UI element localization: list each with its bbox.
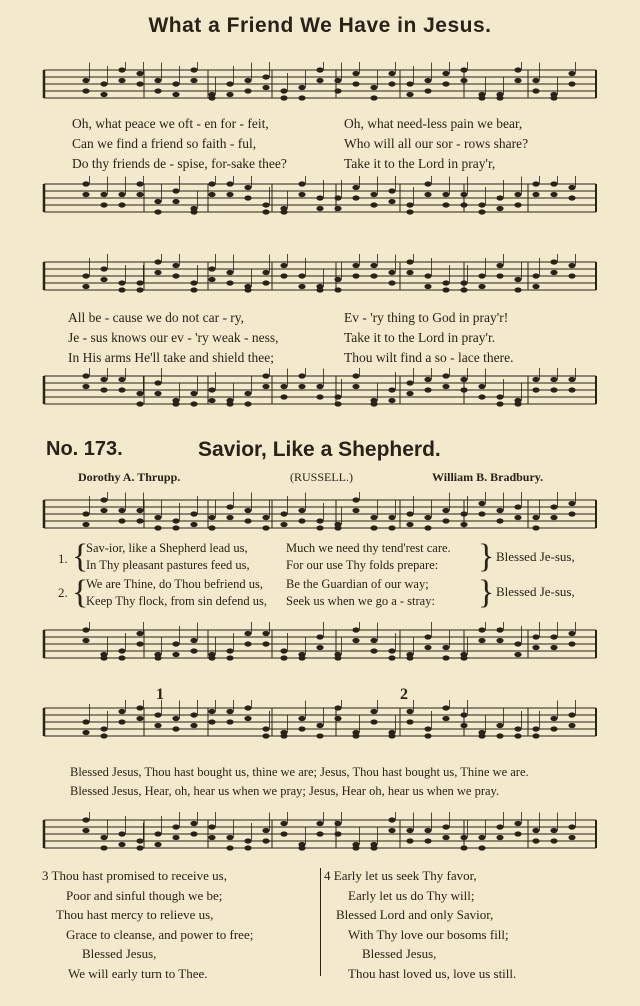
lyric-line: Can we find a friend so faith - ful, Who will all our sor - rows share?	[72, 136, 529, 151]
lyric-line: Sav-ior, like a Shepherd lead us, Much we need thy tend'rest care.	[86, 541, 451, 555]
music-staff	[40, 700, 600, 758]
hymn-title: What a Friend We Have in Jesus.	[148, 14, 492, 37]
music-staff	[40, 492, 600, 540]
ending-number: 2	[400, 686, 408, 703]
hymn-title: Savior, Like a Shepherd.	[198, 438, 441, 461]
lyrics-block	[86, 540, 451, 610]
lyric-line: Blessed Jesus, Thou hast bought us, thine we are; Jesus, Thou hast bought us, Thine we are.	[70, 765, 529, 779]
brace: }	[478, 538, 495, 575]
music-staff	[40, 812, 600, 860]
lyric-line: Do thy friends de - spise, for-sake thee? Take it to the Lord in pray'r,	[72, 156, 496, 171]
tune-name: (RUSSELL.)	[290, 470, 353, 484]
lyric-line: Blessed Jesus, Hear, oh, hear us when we pray; Jesus, Hear oh, hear us when we pray.	[70, 784, 500, 798]
lyric-line: Oh, what peace we oft - en for - feit, Oh, what need-less pain we bear,	[72, 116, 523, 131]
ending-number: 1	[156, 686, 164, 703]
lyric-line: Keep Thy flock, from sin defend us, Seek us when we go a - stray:	[86, 594, 435, 608]
refrain-start: Blessed Je-sus,	[496, 549, 575, 564]
lyrics-block	[70, 763, 529, 801]
lyric-line: Je - sus knows our ev - 'ry weak - ness, Take it to the Lord in pray'r.	[68, 330, 496, 345]
music-staff	[40, 368, 600, 416]
composer-credit: William B. Bradbury.	[432, 470, 544, 484]
lyric-line: In Thy pleasant pastures feed us, For our use Thy folds prepare:	[86, 558, 439, 572]
column-divider	[320, 868, 321, 976]
stanza-3: 3 Thou hast promised to receive us, Poor and sinful though we be; Thou hast mercy to relieve us, Grace to cleanse, and power to free; Blessed Jesus, We will early turn to Thee.	[42, 868, 254, 981]
music-staff	[40, 622, 600, 668]
music-staff	[40, 176, 600, 226]
brace: }	[478, 574, 495, 611]
author-credit: Dorothy A. Thrupp.	[78, 470, 181, 484]
hymn-number: No. 173.	[46, 438, 123, 460]
stanza-4: 4 Early let us seek Thy favor, Early let us do Thy will; Blessed Lord and only Savior, With Thy love our bosoms fill; Blessed Jesus, Thou hast loved us, love us still.	[324, 868, 517, 981]
lyric-line: All be - cause we do not car - ry, Ev - 'ry thing to God in pray'r!	[68, 310, 509, 325]
verse-number: 1.	[58, 551, 68, 566]
lyric-line: In His arms He'll take and shield thee; Thou wilt find a so - lace there.	[68, 350, 514, 365]
verse-number: 2.	[58, 585, 68, 600]
brace: {	[72, 574, 89, 611]
brace: {	[72, 538, 89, 575]
lyric-line: We are Thine, do Thou befriend us, Be the Guardian of our way;	[86, 577, 429, 591]
lyrics-block	[72, 114, 528, 174]
music-staff	[40, 254, 600, 310]
music-staff	[40, 62, 600, 120]
refrain-start: Blessed Je-sus,	[496, 584, 575, 599]
lyrics-block	[68, 308, 513, 368]
